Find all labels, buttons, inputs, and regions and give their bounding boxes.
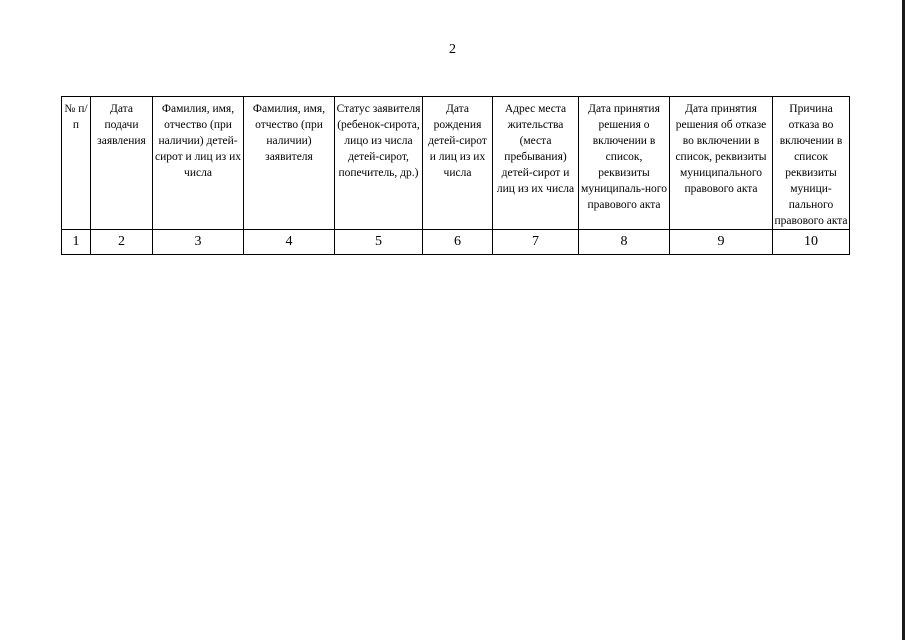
column-number-cell: 9 <box>670 230 773 255</box>
column-number-cell: 1 <box>62 230 91 255</box>
header-row <box>62 97 850 230</box>
header-cell-applicant-status: Статус заявителя (ребенок-сирота, лицо из числа детей-сирот, попечитель, др.) <box>335 97 423 230</box>
column-number-cell: 5 <box>335 230 423 255</box>
registry-table <box>61 96 850 255</box>
header-cell-refusal-decision: Дата принятия решения об отказе во включении в список, реквизиты муниципального правового акта <box>670 97 773 230</box>
header-cell-birth-date: Дата рождения детей-сирот и лиц из их числа <box>423 97 493 230</box>
page-number: 2 <box>449 42 456 57</box>
header-cell-inclusion-decision: Дата принятия решения о включении в список, реквизиты муниципаль-ного правового акта <box>579 97 670 230</box>
header-cell-refusal-reason: Причина отказа во включении в список реквизиты муници-пального правового акта <box>773 97 850 230</box>
column-number-cell: 2 <box>91 230 153 255</box>
header-cell-applicant-name: Фамилия, имя, отчество (при наличии) заявителя <box>244 97 335 230</box>
column-number-row <box>62 230 850 255</box>
column-number-cell: 7 <box>493 230 579 255</box>
column-number-cell: 3 <box>153 230 244 255</box>
column-number-cell: 8 <box>579 230 670 255</box>
column-number-cell: 10 <box>773 230 850 255</box>
header-cell-address: Адрес места жительства (места пребывания) детей-сирот и лиц из их числа <box>493 97 579 230</box>
header-cell-application-date: Дата подачи заявления <box>91 97 153 230</box>
header-cell-row-number: № п/п <box>62 97 91 230</box>
header-cell-orphan-name: Фамилия, имя, отчество (при наличии) детей-сирот и лиц из их числа <box>153 97 244 230</box>
column-number-cell: 4 <box>244 230 335 255</box>
column-number-cell: 6 <box>423 230 493 255</box>
